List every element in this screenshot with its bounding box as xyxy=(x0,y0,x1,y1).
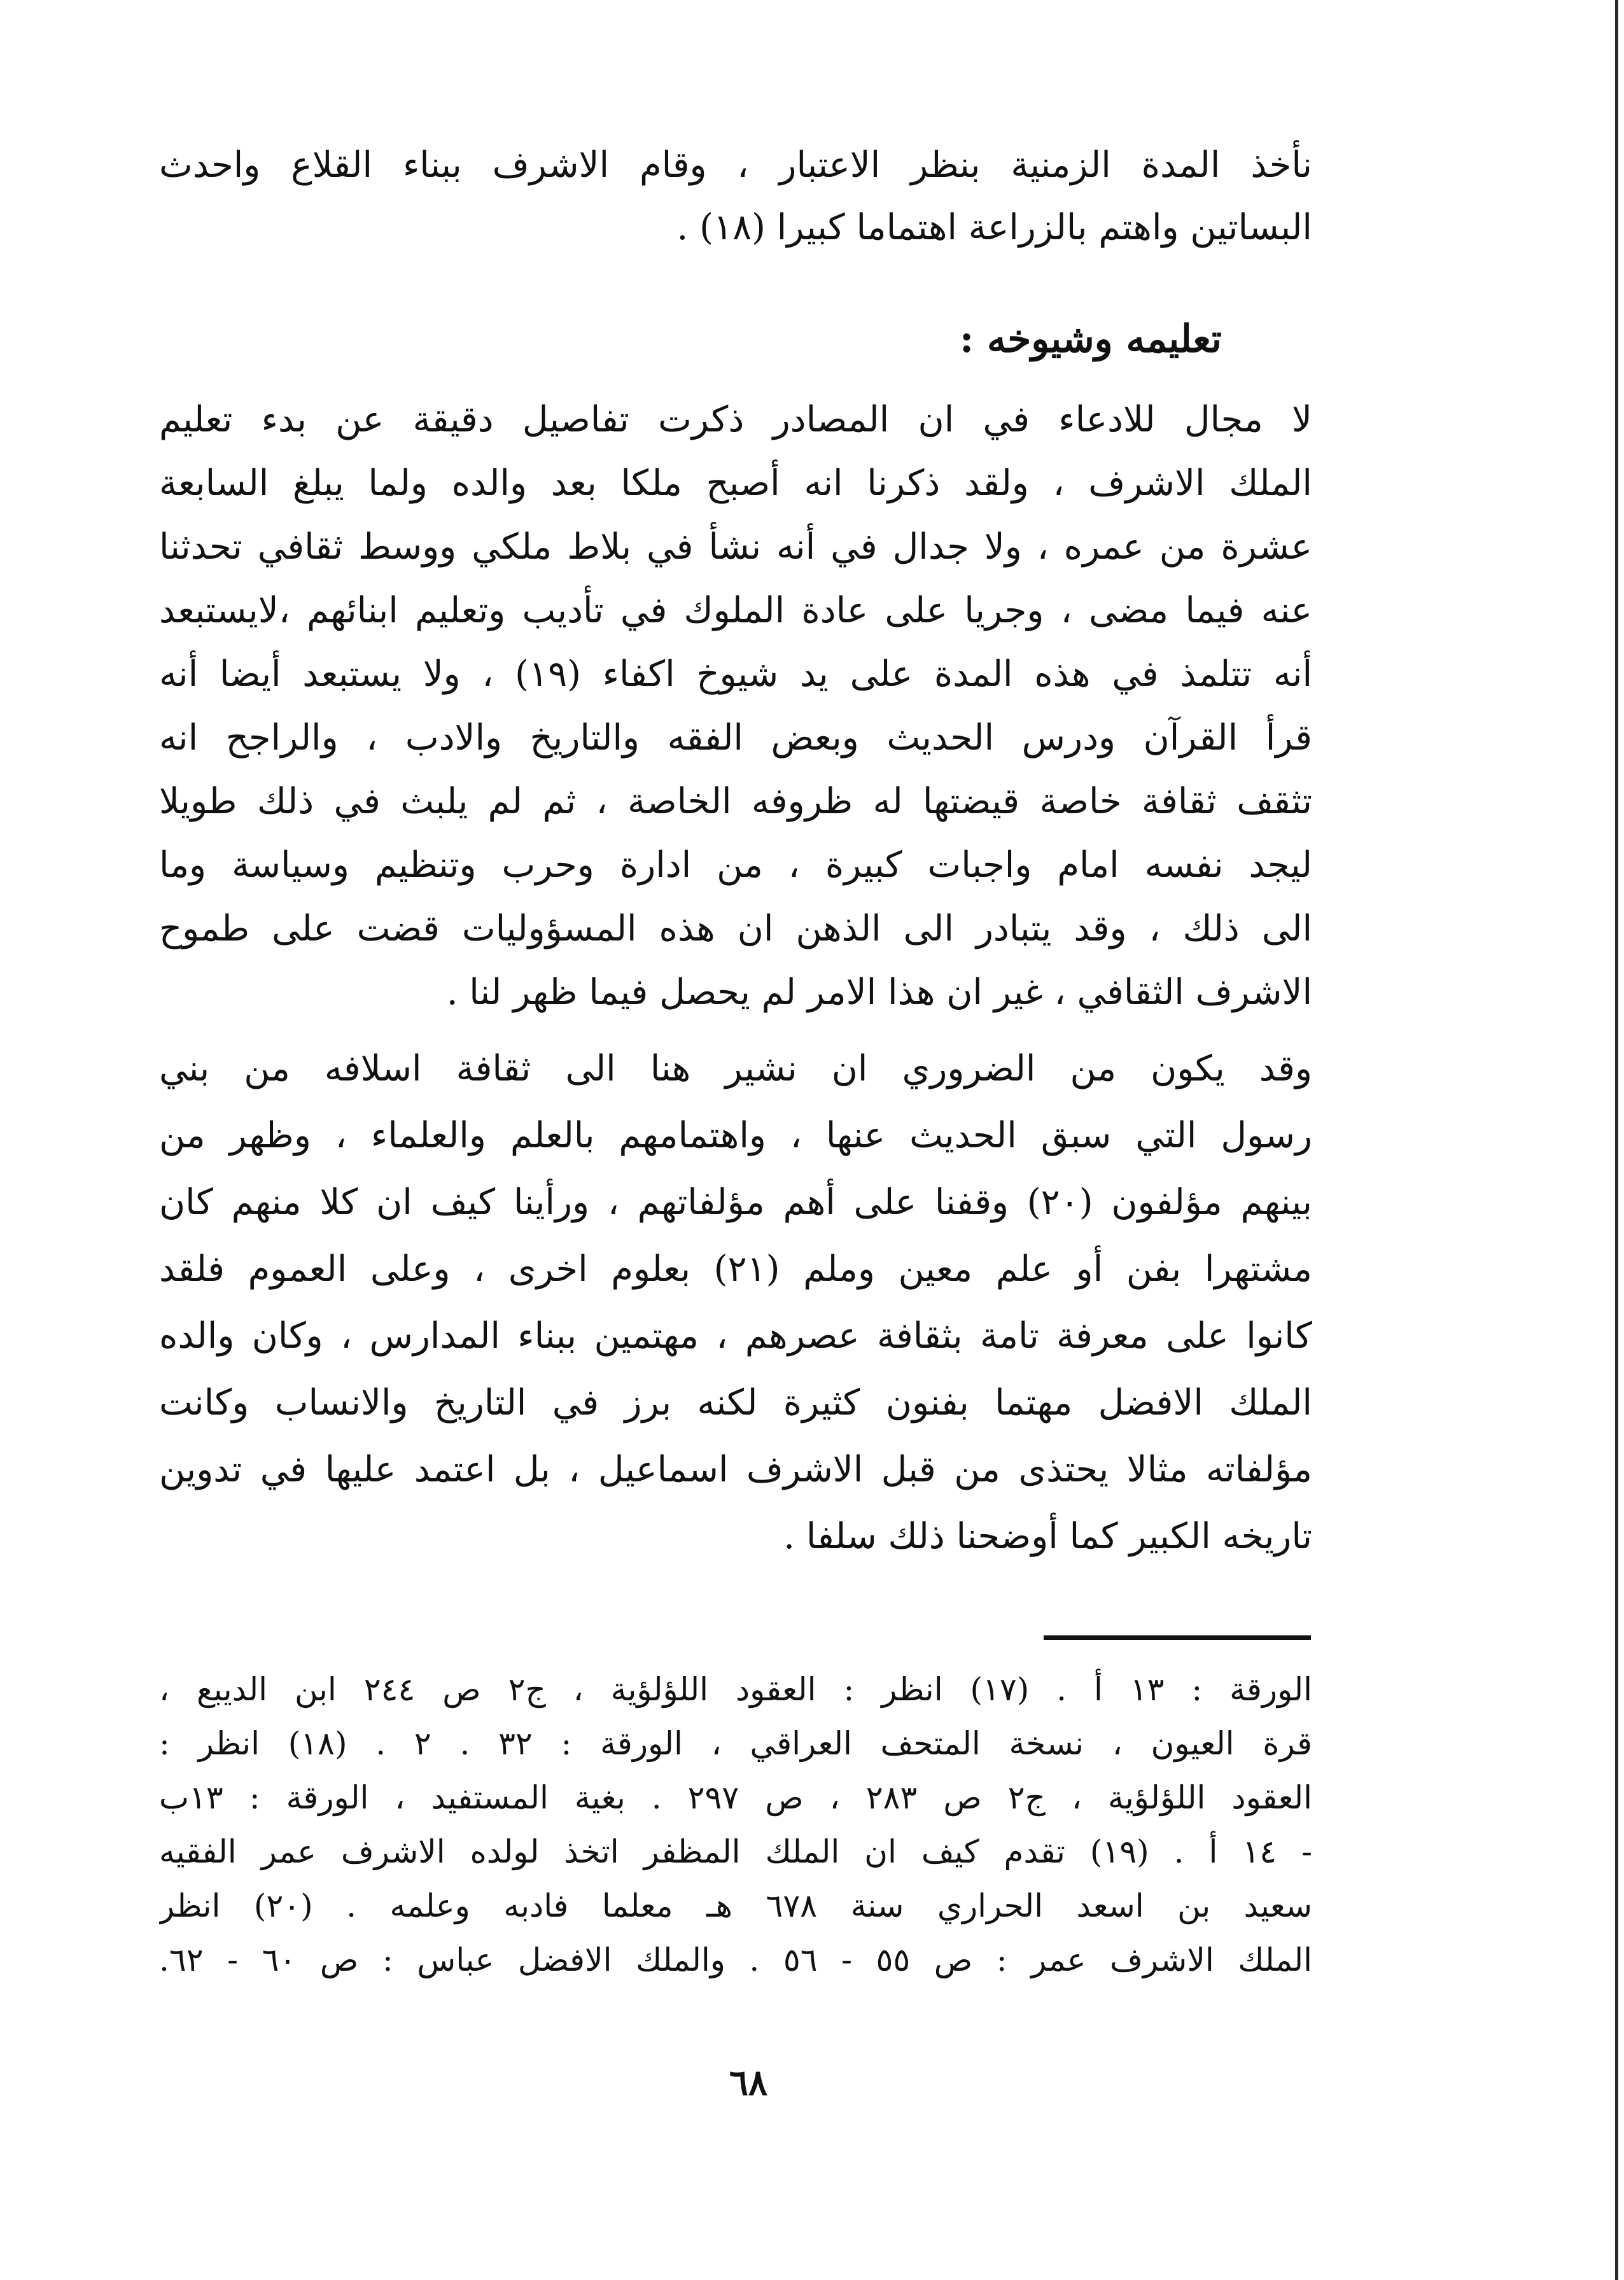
page-edge-border xyxy=(1615,0,1618,2280)
text-line: بينهم مؤلفون (٢٠) وقفنا على أهم مؤلفاتهم ، ورأينا كيف ان كلا منهم كان xyxy=(159,1182,1312,1223)
text-line: عنه فيما مضى ، وجريا على عادة الملوك في تأديب وتعليم ابنائهم ،لايستبعد xyxy=(159,590,1312,631)
section-heading: تعليمه وشيوخه : xyxy=(959,317,1222,361)
text-line: عشرة من عمره ، ولا جدال في أنه نشأ في بلاط ملكي ووسط ثقافي تحدثنا xyxy=(159,526,1312,568)
text-line: ليجد نفسه امام واجبات كبيرة ، من ادارة وحرب وتنظيم وسياسة وما xyxy=(159,844,1312,886)
footnote-line: - ١٤ أ . (١٩) تقدم كيف ان الملك المظفر اتخذ لولده الاشرف عمر الفقيه xyxy=(159,1833,1312,1870)
footnote-line: العقود اللؤلؤية ، ج٢ ص ٢٨٣ ، ص ٢٩٧ . بغية المستفيد ، الورقة : ١٣ب xyxy=(159,1779,1312,1816)
footnote-separator xyxy=(1044,1635,1311,1640)
text-line: الاشرف الثقافي ، غير ان هذا الامر لم يحصل فيما ظهر لنا . xyxy=(446,972,1312,1013)
text-line: مؤلفاته مثالا يحتذى من قبل الاشرف اسماعيل ، بل اعتمد عليها في تدوين xyxy=(159,1449,1312,1490)
footnote-line: الملك الاشرف عمر : ص ٥٥ - ٥٦ . والملك الافضل عباس : ص ٦٠ - ٦٢. xyxy=(159,1941,1312,1978)
page-number: ٦٨ xyxy=(729,2062,768,2104)
footnote-line: سعيد بن اسعد الحراري سنة ٦٧٨ هـ معلما فادبه وعلمه . (٢٠) انظر xyxy=(159,1887,1312,1924)
text-line: وقد يكون من الضروري ان نشير هنا الى ثقافة اسلافه من بني xyxy=(159,1048,1312,1089)
text-line: قرأ القرآن ودرس الحديث وبعض الفقه والتاريخ والادب ، والراجح انه xyxy=(159,717,1312,759)
text-line: البساتين واهتم بالزراعة اهتماما كبيرا (١٨) . xyxy=(676,207,1312,248)
text-line: الملك الافضل مهتما بفنون كثيرة لكنه برز في التاريخ والانساب وكانت xyxy=(159,1382,1312,1423)
text-line: كانوا على معرفة تامة بثقافة عصرهم ، مهتمين ببناء المدارس ، وكان والده xyxy=(159,1315,1312,1357)
text-line: تثقف ثقافة خاصة قيضتها له ظروفه الخاصة ، ثم لم يلبث في ذلك طويلا xyxy=(159,781,1312,822)
text-line: أنه تتلمذ في هذه المدة على يد شيوخ اكفاء (١٩) ، ولا يستبعد أيضا أنه xyxy=(159,654,1312,695)
text-line: نأخذ المدة الزمنية بنظر الاعتبار ، وقام الاشرف ببناء القلاع واحدث xyxy=(159,144,1312,186)
text-line: مشتهرا بفن أو علم معين وملم (٢١) بعلوم اخرى ، وعلى العموم فلقد xyxy=(159,1248,1312,1290)
text-line: رسول التي سبق الحديث عنها ، واهتمامهم بالعلم والعلماء ، وظهر من xyxy=(159,1115,1312,1156)
text-line: تاريخه الكبير كما أوضحنا ذلك سلفا . xyxy=(783,1516,1312,1557)
footnote-line: قرة العيون ، نسخة المتحف العراقي ، الورقة : ٣٢ . ٢ . (١٨) انظر : xyxy=(159,1725,1312,1762)
text-line: الى ذلك ، وقد يتبادر الى الذهن ان هذه المسؤوليات قضت على طموح xyxy=(159,908,1312,949)
text-line: الملك الاشرف ، ولقد ذكرنا انه أصبح ملكا بعد والده ولما يبلغ السابعة xyxy=(159,463,1312,504)
footnote-line: الورقة : ١٣ أ . (١٧) انظر : العقود اللؤلؤية ، ج٢ ص ٢٤٤ ابن الديبع ، xyxy=(159,1671,1312,1708)
text-line: لا مجال للادعاء في ان المصادر ذكرت تفاصيل دقيقة عن بدء تعليم xyxy=(159,399,1312,440)
